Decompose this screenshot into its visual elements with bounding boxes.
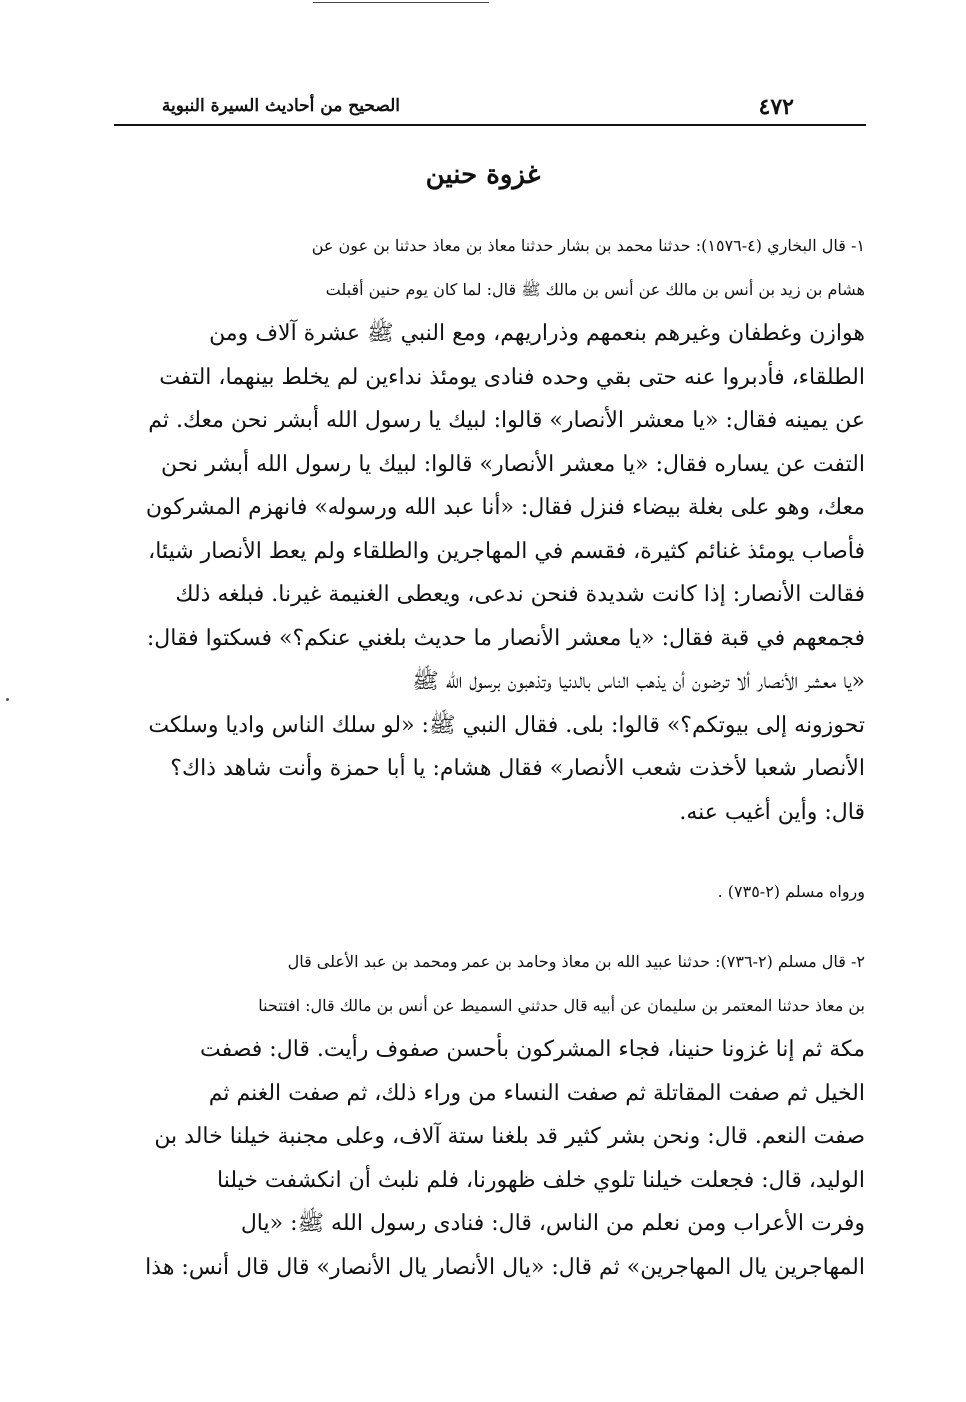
- matn-line: فأصاب يومئذ غنائم كثيرة، فقسم في المهاجرين والطلقاء ولم يعط الأنصار شيئا،: [148, 538, 865, 564]
- running-header: [114, 93, 866, 133]
- matn-line: الأنصار شعبا لأخذت شعب الأنصار» فقال هشام: يا أبا حمزة وأنت شاهد ذاك؟: [170, 756, 865, 781]
- matn-line: صفت النعم. قال: ونحن بشر كثير قد بلغنا ستة آلاف، وعلى مجنبة خيلنا خالد بن: [154, 1124, 865, 1149]
- matn-line: وفرت الأعراب ومن نعلم من الناس، قال: فنادى رسول الله ﷺ: «يال: [240, 1211, 865, 1236]
- matn-line: عن يمينه فقال: «يا معشر الأنصار» قالوا: لبيك يا رسول الله أبشر نحن معك. ثم: [148, 408, 865, 433]
- matn-line: فجمعهم في قبة فقال: «يا معشر الأنصار ما حديث بلغني عنكم؟» فسكتوا فقال:: [146, 625, 865, 651]
- hadith-1-note: [95, 877, 865, 907]
- matn-line: الطلقاء، فأدبروا عنه حتى بقي وحده فنادى يومئذ نداءين لم يخلط بينهما، التفت: [159, 364, 865, 390]
- matn-line: مكة ثم إنا غزونا حنينا، فجاء المشركون بأحسن صفوف رأيت. قال: فصفت: [199, 1037, 865, 1062]
- margin-speck: [6, 698, 9, 701]
- hadith-2: [95, 940, 865, 1289]
- chapter-title: غزوة حنين: [425, 160, 541, 190]
- matn-line: «يا معشر الأنصار ألا ترضون أن يذهب الناس بالدنيا وتذهبون برسول الله ﷺ: [412, 669, 865, 694]
- matn-line: الخيل ثم صفت المقاتلة ثم صفت النساء من وراء ذلك، ثم صفت الغنم ثم: [208, 1080, 865, 1106]
- isnad-line: ٢- قال مسلم (٢-٧٣٦): حدثنا عبيد الله بن معاذ وحامد بن عمر ومحمد بن عبد الأعلى قال: [287, 952, 865, 971]
- matn-line: هوازن وغطفان وغيرهم بنعمهم وذراريهم، ومع النبي ﷺ عشرة آلاف ومن: [209, 321, 865, 346]
- isnad-line: ١- قال البخاري (٤-١٥٧٦): حدثنا محمد بن بشار حدثنا معاذ بن معاذ حدثنا بن عون عن: [311, 236, 865, 255]
- matn-line: المهاجرين يال المهاجرين» ثم قال: «يال الأنصار يال الأنصار» قال قال أنس: هذا: [145, 1254, 865, 1280]
- running-title: الصحيح من أحاديث السيرة النبوية: [152, 96, 410, 116]
- header-rule: [114, 124, 866, 126]
- matn-line: التفت عن يساره فقال: «يا معشر الأنصار» قالوا: لبيك يا رسول الله أبشر نحن: [161, 451, 865, 477]
- page-number: ٤٧٢: [747, 94, 806, 120]
- isnad-line: هشام بن زيد بن أنس بن مالك عن أنس بن مالك ﷺ قال: لما كان يوم حنين أقبلت: [325, 280, 865, 299]
- matn-line: قال: وأين أغيب عنه.: [679, 799, 865, 825]
- matn-line: الوليد، قال: فجعلت خيلنا تلوي خلف ظهورنا، فلم نلبث أن انكشفت خيلنا: [217, 1167, 865, 1193]
- matn-line: فقالت الأنصار: إذا كانت شديدة فنحن ندعى، ويعطى الغنيمة غيرنا. فبلغه ذلك: [175, 582, 865, 607]
- source-note: ورواه مسلم (٢-٧٣٥) .: [717, 882, 865, 901]
- matn-line: معك، وهو على بغلة بيضاء فنزل فقال: «أنا عبد الله ورسوله» فانهزم المشركون: [145, 495, 865, 520]
- matn-line: تحوزونه إلى بيوتكم؟» قالوا: بلى. فقال النبي ﷺ: «لو سلك الناس واديا وسلكت: [148, 712, 865, 738]
- top-edge-rule: [313, 2, 489, 3]
- hadith-1: [95, 224, 865, 834]
- isnad-line: بن معاذ حدثنا المعتمر بن سليمان عن أبيه قال حدثني السميط عن أنس بن مالك قال: افتتحنا: [258, 996, 865, 1015]
